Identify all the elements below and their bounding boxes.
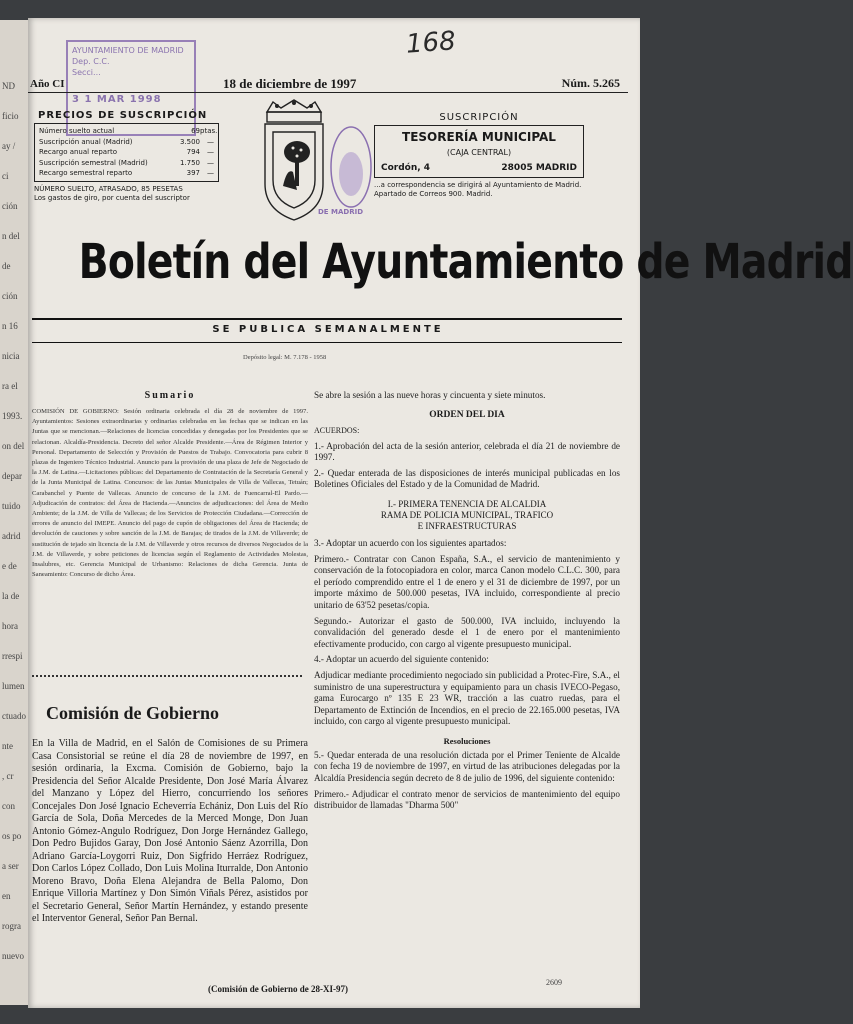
issue-number: Núm. 5.265 — [561, 76, 620, 90]
issue-header — [28, 76, 628, 93]
item-3-first: Primero.- Contratar con Canon España, S.A., el servicio de mantenimiento y conservación de la fotocopiadora en color, marca Canon modelo C.L.C. 300, para el período comprendido entre el 1 de enero y el 31 de diciembre de 1997, por un importe máximo de 500.000 pesetas, IVA incluido, correspondiente al precio unitario de 63'52 pesetas/copia. — [314, 553, 620, 610]
left-edge-fragment: , cr — [2, 771, 14, 781]
price-unit: ptas. — [200, 127, 218, 135]
left-edge-fragment: a ser — [2, 861, 19, 871]
price-value: 3.500 — [179, 137, 200, 146]
item-5-first: Primero.- Adjudicar el contrato menor de servicios de mantenimiento del equipo distribuidor de llamadas "Dharma 500" — [314, 788, 620, 811]
document-page — [28, 18, 853, 1008]
prices-note-2: Los gastos de giro, por cuenta del suscriptor — [34, 193, 190, 202]
left-edge-fragment: la de — [2, 591, 20, 601]
subscription-title: SUSCRIPCIÓN — [439, 112, 519, 123]
left-edge-fragment: rogra — [2, 921, 21, 931]
stamp-date: 3 1 MAR 1998 — [72, 94, 162, 105]
page-footer: (Comisión de Gobierno de 28-XI-97) — [208, 984, 348, 994]
item-4-body: Adjudicar mediante procedimiento negociado sin publicidad a Protec-Fire, S.A., el suministro de una superestructura y equipamiento para un chasis IVECO-Pegaso, gama Eurocargo nº 135 E 23 WR, tracción a las cuatro ruedas, para el Departamento de Extinción de Incendios, en el precio de 22.165.000 pesetas, IVA incluido, con cargo al vigente presupuesto municipal. — [314, 669, 620, 727]
price-row — [39, 147, 214, 158]
crest-stamp-label: DE MADRID — [318, 208, 364, 216]
address-line — [381, 163, 577, 173]
item-4: 4.- Adoptar un acuerdo del siguiente contenido: — [314, 654, 489, 665]
left-edge-fragment: ra el — [2, 381, 18, 391]
left-edge-fragment: nicia — [2, 351, 20, 361]
left-edge-fragment: lumen — [2, 681, 25, 691]
postal-code: 28005 MADRID — [501, 163, 577, 173]
left-edge-fragment: nte — [2, 741, 13, 751]
left-edge-fragment: tuido — [2, 501, 21, 511]
item-1: 1.- Aprobación del acta de la sesión anterior, celebrada el día 21 de noviembre de 1997. — [314, 440, 620, 463]
prices-title: PRECIOS DE SUSCRIPCIÓN — [38, 110, 208, 121]
subscription-box — [374, 112, 584, 199]
left-edge-fragment: nuevo — [2, 951, 24, 961]
resoluciones-heading: Resoluciones — [443, 735, 491, 746]
price-value: 69 — [191, 127, 200, 135]
left-edge-fragment: 1993. — [2, 411, 23, 421]
crest-stamp — [318, 124, 374, 224]
item-3-second: Segundo.- Autorizar el gasto de 500.000, IVA incluido, incluyendo la convalidación del generado desde el 1 de enero por el mantenimiento efectivamente producido, con cargo al vigente presupuesto municipal. — [314, 615, 620, 649]
left-edge-fragment: ay / — [2, 141, 16, 151]
tenencia-line-3: E INFRAESTRUCTURAS — [417, 520, 517, 531]
left-edge-fragment: adrid — [2, 531, 21, 541]
price-label: Recargo anual reparto — [39, 148, 117, 156]
price-row — [39, 137, 214, 148]
left-edge-fragment: ND — [2, 81, 15, 91]
handwritten-number: 168 — [405, 26, 457, 60]
price-row — [39, 126, 218, 137]
oval-stamp-icon — [328, 124, 374, 210]
left-edge-fragment: on del — [2, 441, 25, 451]
orden-del-dia-heading: ORDEN DEL DIA — [429, 409, 505, 420]
street: Cordón, 4 — [381, 163, 431, 173]
price-unit: — — [207, 169, 214, 177]
tenencia-heading — [314, 499, 620, 532]
cash-office: (CAJA CENTRAL) — [446, 148, 512, 157]
sumario-title: Sumario — [144, 390, 196, 401]
left-edge-fragment: hora — [2, 621, 18, 631]
section-body: En la Villa de Madrid, en el Salón de Comisiones de su Primera Casa Consistorial se reúne el día 28 de noviembre de 1997, en sesión ordinaria, la Excma. Comisión de Gobierno, bajo la Presidencia del Señor Alcalde Presidente, Don José María Álvarez del Manzano y López del Hierro, concurriendo los señores Concejales Don José Ignacio Echeverría Echániz, Don Luis del Río García de Sola, Doña Mercedes de la Merced Monge, Don Juan Antonio Gómez-Angulo Rodríguez, Don Jorge Hernández Gallego, Don Pedro Bujidos Garay, Don José Antonio Sáenz Azorrilla, Don Adriano García-Loygorri Ruiz, Don Sigfrido Herráez Rodríguez, Don Carlos López Collado, Don Luis Molina Iturralde, Don Antonio Moreno Bravo, Doña Elena Alejandra de Bella Palomo, Don Enrique Villoria Martínez y Don Simón Viñals Pérez, asistidos por el Secretario General, Señor Martín Hernández, y estando presente el Interventor General, Señor Pan Bernal. — [32, 738, 308, 924]
left-edge-fragment: os po — [2, 831, 22, 841]
left-edge-fragment: de — [2, 261, 11, 271]
price-unit: — — [207, 137, 214, 146]
opening-paragraph: Se abre la sesión a las nueve horas y cincuenta y siete minutos. — [314, 390, 546, 400]
left-edge-fragment: ctuado — [2, 711, 26, 721]
left-edge-fragment: con — [2, 801, 15, 811]
item-3: 3.- Adoptar un acuerdo con los siguientes apartados: — [314, 537, 507, 548]
left-edge-fragment: n del — [2, 231, 20, 241]
treasury-office: TESORERÍA MUNICIPAL — [402, 130, 556, 144]
prices-table — [34, 123, 219, 182]
tenencia-line-2: RAMA DE POLICIA MUNICIPAL, TRAFICO — [380, 509, 554, 520]
stamp-line-2: Dep. C.C. — [72, 57, 110, 66]
left-edge-fragment: en — [2, 891, 11, 901]
subscription-prices — [34, 110, 219, 203]
weekly-rule — [32, 342, 622, 343]
price-row — [39, 168, 214, 179]
price-unit: — — [207, 148, 214, 156]
price-label: Suscripción semestral (Madrid) — [39, 158, 148, 167]
prices-note-1: NÚMERO SUELTO, ATRASADO, 85 PESETAS — [34, 184, 183, 193]
price-value: 1.750 — [179, 158, 200, 167]
left-edge-fragment: depar — [2, 471, 22, 481]
subscription-address — [374, 125, 584, 178]
issue-date: 18 de diciembre de 1997 — [223, 76, 357, 91]
subscription-note: ...a correspondencia se dirigirá al Ayuntamiento de Madrid. Apartado de Correos 900. Madrid. — [374, 181, 582, 198]
right-column — [314, 390, 620, 816]
left-edge-fragment: ción — [2, 201, 18, 211]
madrid-coat-of-arms-icon — [253, 98, 335, 224]
legal-deposit: Depósito legal: M. 7.178 - 1958 — [243, 354, 327, 361]
left-edge-fragment: ción — [2, 291, 18, 301]
left-column — [32, 390, 308, 926]
price-label: Número suelto actual — [39, 127, 115, 135]
masthead-title: Boletín del Ayuntamiento de Madrid — [78, 234, 853, 290]
year-label: Año CI — [30, 78, 65, 90]
weekly-label: SE PUBLICA SEMANALMENTE — [212, 324, 444, 335]
item-2: 2.- Quedar enterada de las disposiciones de interés municipal publicadas en los Boletines Oficiales del Estado y de la Comunidad de Madrid. — [314, 467, 620, 490]
page-number: 2609 — [546, 978, 562, 987]
left-edge-fragment: e de — [2, 561, 17, 571]
item-5: 5.- Quedar enterada de una resolución dictada por el Primer Teniente de Alcalde con fecha 19 de noviembre de 1997, en virtud de las atribuciones delegadas por la Alcaldía Presidencia según decreto de 8 de julio de 1996, del siguiente contenido: — [314, 749, 620, 784]
acuerdos-label: ACUERDOS: — [314, 425, 360, 435]
price-label: Recargo semestral reparto — [39, 169, 133, 177]
left-page-edge — [0, 20, 29, 1005]
masthead-rule — [32, 318, 622, 320]
dotted-divider — [32, 675, 302, 677]
left-edge-fragment: n 16 — [2, 321, 18, 331]
price-value: 794 — [186, 148, 200, 156]
stamp-line-3: Secci... — [72, 68, 101, 77]
price-value: 397 — [186, 169, 200, 177]
section-title: Comisión de Gobierno — [46, 703, 220, 723]
tenencia-line-1: I.- PRIMERA TENENCIA DE ALCALDIA — [387, 498, 547, 509]
stamp-line-1: AYUNTAMIENTO DE MADRID — [72, 46, 184, 55]
sumario-text: COMISIÓN DE GOBIERNO: Sesión ordinaria celebrada el día 28 de noviembre de 1997. Ayuntamientos: Sesiones extraordinarias y ordinarias celebradas en las fechas que se indican en las Juntas que se mencionan.—Relaciones de licencias concedidas y denegadas por los Presidentes que se relacionan. Alcaldía-Presidencia. Decreto del señor Alcalde Presidente.—Área de Régimen Interior y Personal. Departamento de Selección y Provisión de Puestos de Trabajo. Convocatoria para cubrir 8 plazas de Ingeniero Técnico Industrial. Anuncio para la provisión de una plaza de Jefe de Negociado de la J.M. de Latina.—Licitaciones públicas: del Departamento de Contratación de la Secretaría General y de la Junta Municipal de Latina. Concursos: de las Juntas Municipales de Villa de Vallecas, Tetuán; Carabanchel y Puente de Vallecas. Anuncio de concurso de la J.M. de Fuencarral-El Pardo.—Adjudicación de contratos: del Área de Hacienda.—Anuncios de adjudicaciones: del Área de Medio Ambiente; de la J.M. de Villa de Vallecas; de los Servicios de Protección Ciudadana.—Corrección de errores de anuncio del IMEPE. Anuncio del pago de cupón de obligaciones del Área de Hacienda; de devolución de cauciones y sobre sanción de la J.M. de Barajas; de tirados de la J.M. de Villaverde; de sustitución de tejado sin licencia de la J.M. de Villaverde y otros recursos de diversos Negociados de la J.M. de Villaverde, y sobre peticiones de licencias según el Reglamento de Actividades Molestas, Insalubres, etc. Gerencia Municipal de Urbanismo: Relaciones de dicha Gerencia. Junta de Saneamiento: Concurso de dicho Área. — [32, 408, 308, 579]
price-label: Suscripción anual (Madrid) — [39, 137, 133, 146]
price-unit: — — [207, 158, 214, 167]
left-edge-fragment: ficio — [2, 111, 19, 121]
left-edge-fragment: ci — [2, 171, 9, 181]
price-row — [39, 158, 214, 169]
left-edge-fragment: rrespi — [2, 651, 23, 661]
